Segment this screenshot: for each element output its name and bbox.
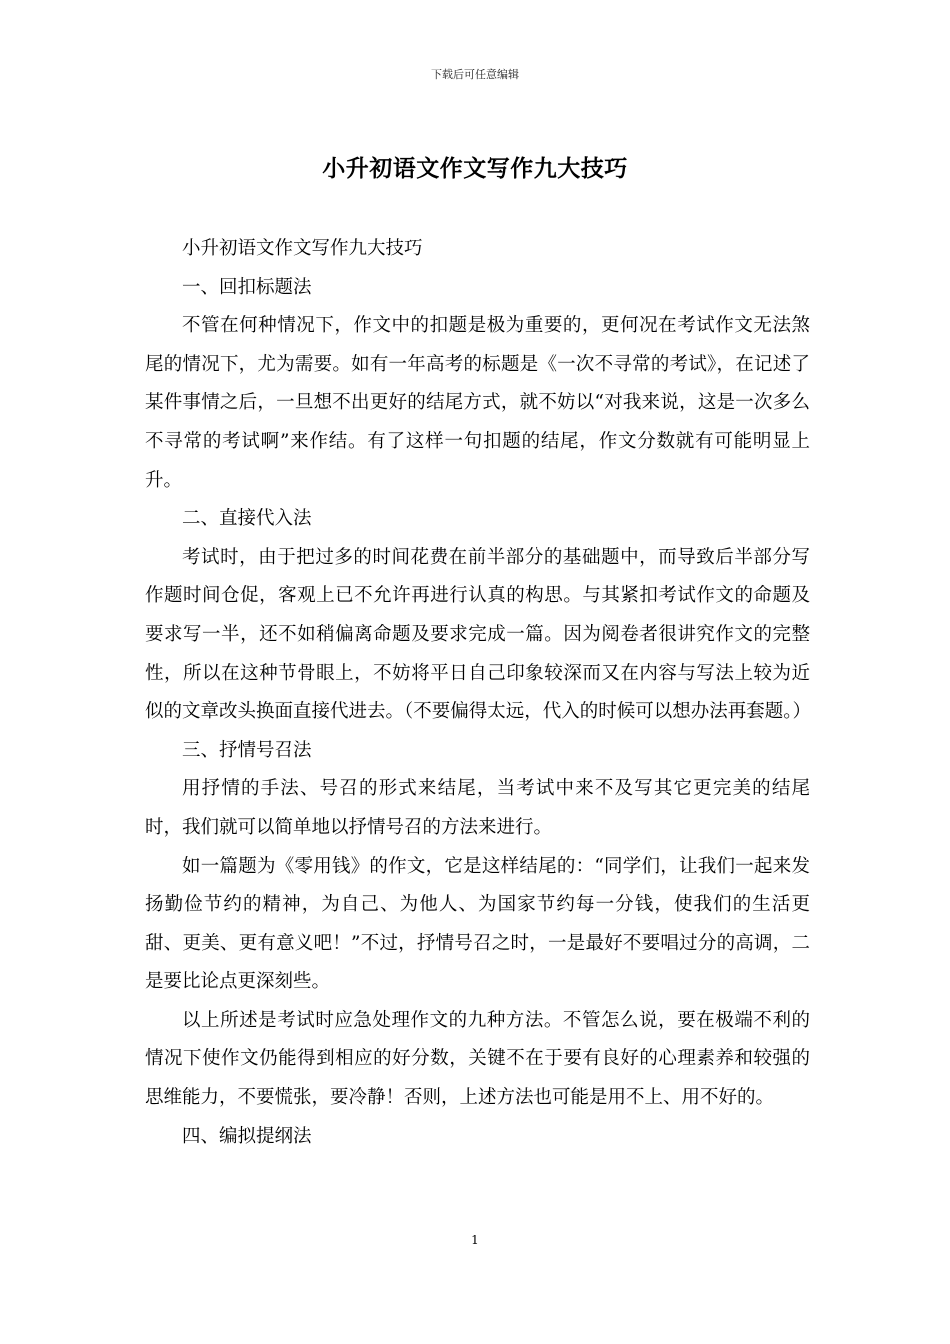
paragraph: 如一篇题为《零用钱》的作文，它是这样结尾的：“同学们，让我们一起来发扬勤俭节约的精神，为自己、为他人、为国家节约每一分钱，使我们的生活更甜、更美、更有意义吧！”不过，抒情号召之时，一是最好不要唱过分的高调，二是要比论点更深刻些。	[145, 855, 810, 993]
paragraph: 以上所述是考试时应急处理作文的九种方法。不管怎么说，要在极端不利的情况下使作文仍能得到相应的好分数，关键不在于要有良好的心理素养和较强的思维能力，不要慌张，要冷静！否则，上述方法也可能是用不上、用不好的。	[145, 1009, 810, 1109]
section-heading-3: 三、抒情号召法	[182, 739, 312, 761]
paragraph: 考试时，由于把过多的时间花费在前半部分的基础题中，而导致后半部分写作题时间仓促，客观上已不允许再进行认真的构思。与其紧扣考试作文的命题及要求写一半，还不如稍偏离命题及要求完成一篇。因为阅卷者很讲究作文的完整性，所以在这种节骨眼上，不妨将平日自己印象较深而又在内容与写法上较为近似的文章改头换面直接代进去。（不要偏得太远，代入的时候可以想办法再套题。）	[145, 546, 812, 723]
page-header: 下载后可任意编辑	[431, 68, 519, 81]
section-heading-2: 二、直接代入法	[182, 508, 312, 530]
document-title: 小升初语文作文写作九大技巧	[322, 155, 628, 182]
section-heading-1: 一、回扣标题法	[182, 276, 312, 298]
paragraph: 不管在何种情况下，作文中的扣题是极为重要的，更何况在考试作文无法煞尾的情况下，尤为需要。如有一年高考的标题是《一次不寻常的考试》，在记述了某件事情之后，一旦想不出更好的结尾方式，就不妨以“对我来说，这是一次多么不寻常的考试啊”来作结。有了这样一句扣题的结尾，作文分数就有可能明显上升。	[145, 315, 810, 491]
page-number: 1	[471, 1233, 479, 1247]
paragraph-subtitle: 小升初语文作文写作九大技巧	[182, 238, 423, 259]
document-body	[145, 230, 810, 1156]
paragraph: 用抒情的手法、号召的形式来结尾，当考试中来不及写其它更完美的结尾时，我们就可以简单地以抒情号召的方法来进行。	[145, 778, 810, 838]
section-heading-4: 四、编拟提纲法	[182, 1125, 312, 1147]
